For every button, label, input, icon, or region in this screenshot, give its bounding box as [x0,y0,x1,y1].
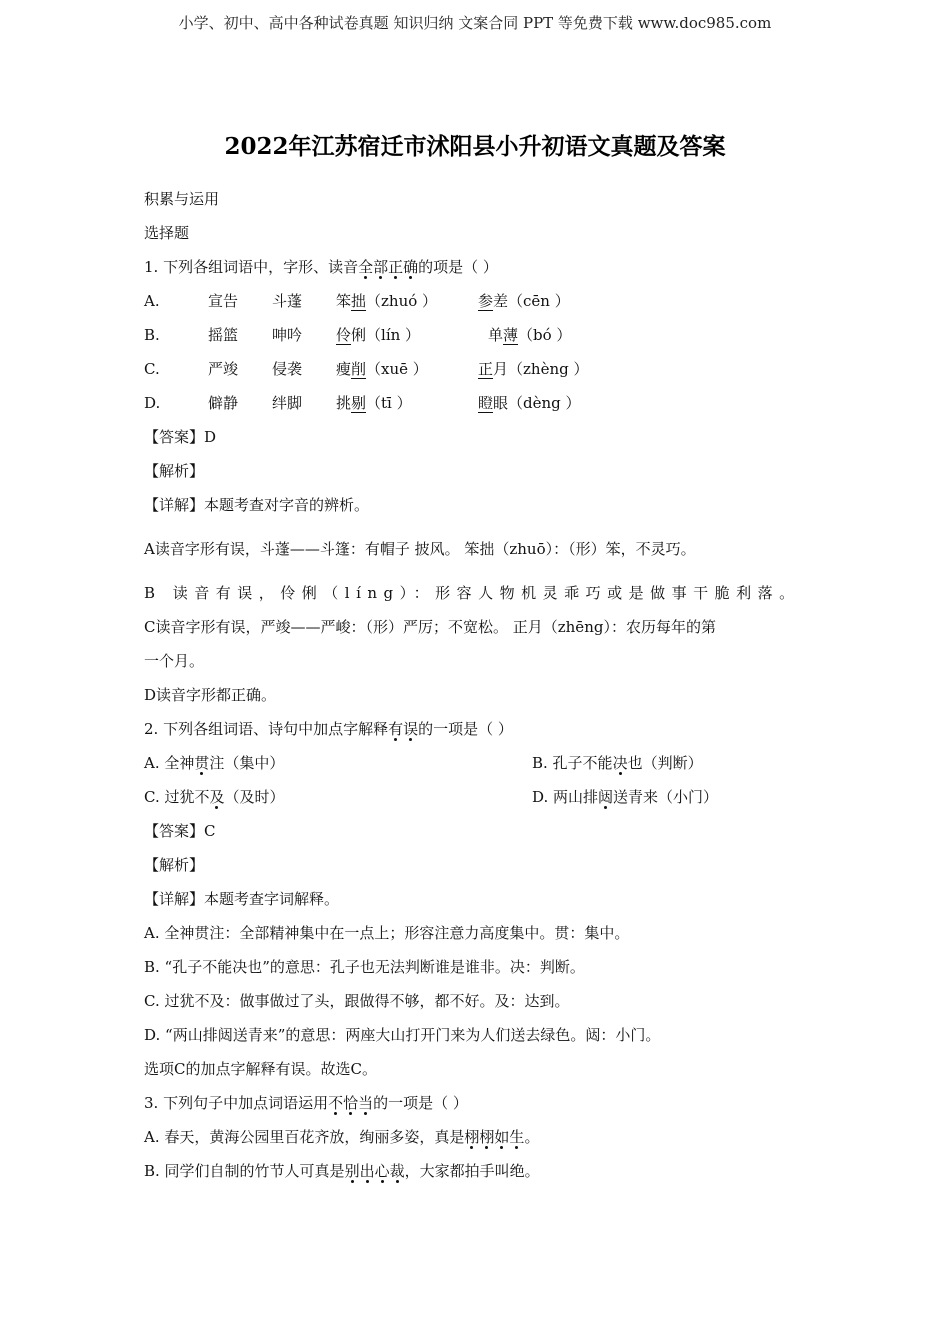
q3-emphasis [328,1094,373,1112]
emphasized-char: 不 [328,1094,344,1112]
emphasized-char: 裁 [389,1162,405,1180]
q2-options-row-1 [144,746,804,780]
section-heading: 积累与运用 [144,190,220,208]
q2-explain-line: D. “两山排闼送青来”的意思：两座大山打开门来为人们送去绿色。闼：小门。 [144,1026,661,1044]
emphasized-char: 部 [373,258,389,276]
q3-option-b: B. 同学们自制的竹节人可真是别出心裁，大家都拍手叫绝。 [144,1162,540,1180]
emphasized-char: 全 [358,258,374,276]
q3-stem: 3. 下列句子中加点词语运用不恰当的一项是（ ） [144,1094,468,1112]
q1-explain-b: B 读音有误，伶俐（líng）：形容人物机灵乖巧或是做事干脆利落。 [144,584,801,602]
q3-option-a: A. 春天，黄海公园里百花齐放，绚丽多姿，真是栩栩如生。 [144,1128,540,1146]
emphasized-char: 生 [509,1128,525,1146]
emphasized-char: 有 [388,720,404,738]
q2-answer: 【答案】C [144,822,216,840]
q1-emphasis [358,258,418,276]
q1-stem: 1. 下列各组词语中，字形、读音全部正确的项是（ ） [144,258,498,276]
emphasized-char: 正 [388,258,404,276]
q1-explain-d: D读音字形都正确。 [144,686,277,704]
q1-option-d: D. 僻静 绊脚 挑剔（tī ） 瞪眼（dèng ） [144,394,581,412]
q1-detail: 【详解】本题考查对字音的辨析。 [144,496,370,514]
emphasized-char: 别 [344,1162,360,1180]
emphasized-char: 恰 [343,1094,359,1112]
q1-explain-c1: C读音字形有误，严竣——严峻：（形）严厉；不宽松。 正月（zhēng）：农历每年的第 [144,618,716,636]
document-title: 2022年江苏宿迁市沭阳县小升初语文真题及答案 [224,133,726,160]
q2-detail: 【详解】本题考查字词解释。 [144,890,340,908]
document-body [144,182,804,1188]
q3-option-a-emphasis [464,1128,524,1146]
q2-options-row-2 [144,780,804,814]
q3-option-b-emphasis [345,1162,405,1180]
q1-analysis-label: 【解析】 [144,462,205,480]
q1-option-a: A. 宣告 斗蓬 笨拙（zhuó ） 参差（cēn ） [144,292,570,310]
emphasized-char: 误 [403,720,419,738]
q2-option-d: D. 两山排闼送青来（小门） [532,788,719,806]
page-header: 小学、初中、高中各种试卷真题 知识归纳 文案合同 PPT 等免费下载 www.doc985.com [178,14,772,32]
q2-option-c: C. 过犹不及（及时） [144,788,285,806]
emphasized-char: 栩 [479,1128,495,1146]
emphasized-char: 确 [403,258,419,276]
q2-analysis-label: 【解析】 [144,856,205,874]
q2-explain-line: C. 过犹不及：做事做过了头，跟做得不够，都不好。及：达到。 [144,992,570,1010]
q2-option-b: B. 孔子不能决也（判断） [532,754,703,772]
emphasized-char: 当 [358,1094,374,1112]
q2-explain-line: 选项C的加点字解释有误。故选C。 [144,1060,377,1078]
emphasized-char: 出 [359,1162,375,1180]
q1-answer: 【答案】D [144,428,217,446]
emphasized-char: 心 [374,1162,390,1180]
q2-explain-line: B. “孔子不能决也”的意思：孔子也无法判断谁是谁非。决：判断。 [144,958,585,976]
q2-stem: 2. 下列各组词语、诗句中加点字解释有误的一项是（ ） [144,720,513,738]
q1-explain-c2: 一个月。 [144,652,205,670]
q1-explain-a: A读音字形有误，斗蓬——斗篷：有帽子 披风。 笨拙（zhuō）：（形）笨，不灵巧。 [144,540,696,558]
q2-explain-line: A. 全神贯注：全部精神集中在一点上；形容注意力高度集中。贯：集中。 [144,924,630,942]
q1-option-b: B. 摇篮 呻吟 伶俐（lín ） 单薄（bó ） [144,326,572,344]
emphasized-char: 栩 [464,1128,480,1146]
subsection-heading: 选择题 [144,224,190,242]
q1-option-c: C. 严竣 侵袭 瘦削（xuē ） 正月（zhèng ） [144,360,589,378]
q2-emphasis [388,720,418,738]
emphasized-char: 如 [494,1128,510,1146]
q2-option-a: A. 全神贯注（集中） [144,754,285,772]
